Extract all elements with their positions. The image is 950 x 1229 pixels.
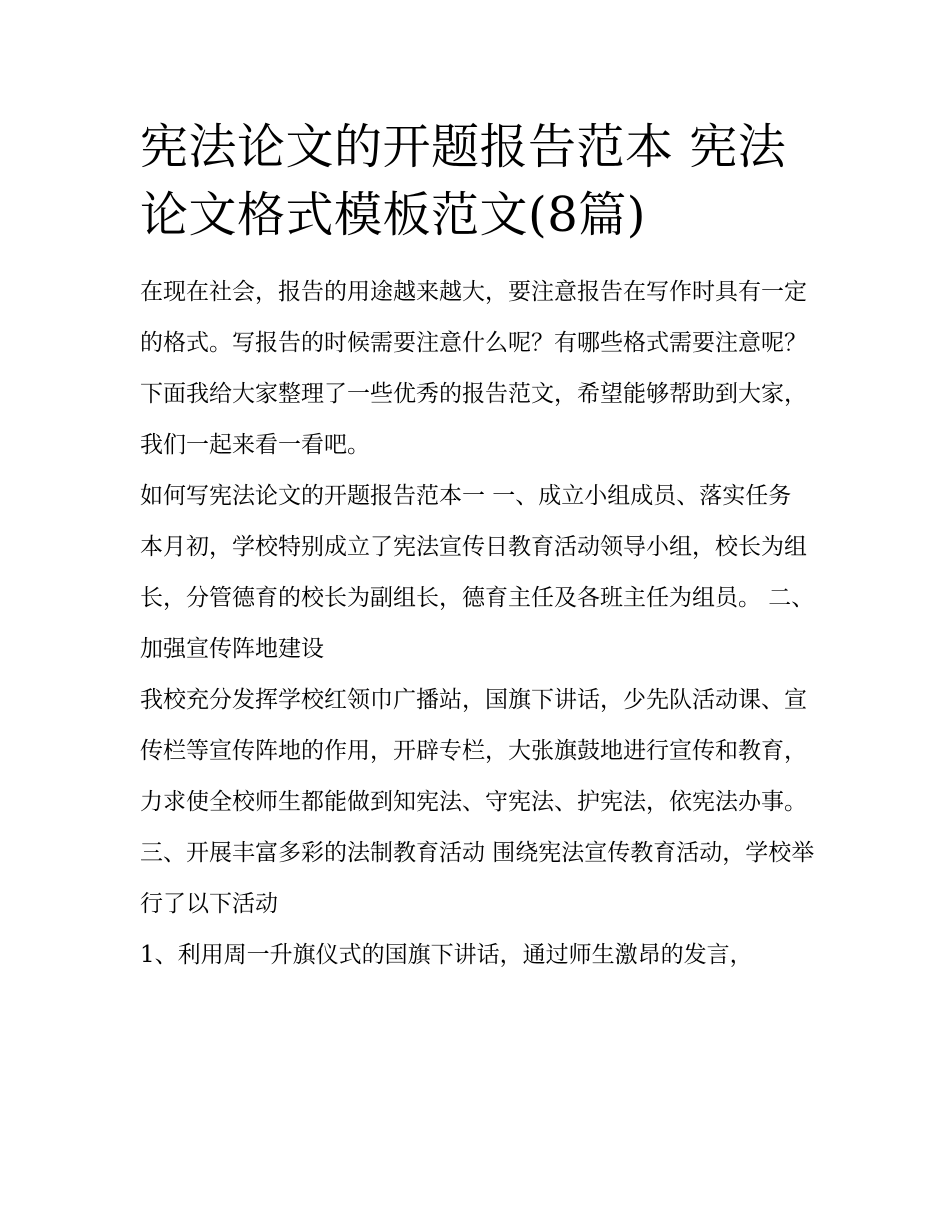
body-paragraph: 我校充分发挥学校红领巾广播站，国旗下讲话，少先队活动课、宣传栏等宣传阵地的作用，开辟专栏，大张旗鼓地进行宣传和教育，力求使全校师生都能做到知宪法、守宪法、护宪法，依宪法办事。 — [140, 687, 807, 815]
section-heading-paragraph: 三、开展丰富多彩的法制教育活动 围绕宪法宣传教育活动，学校举行了以下活动 — [140, 840, 815, 917]
document-body — [140, 267, 815, 981]
list-item-paragraph: 1、利用周一升旗仪式的国旗下讲话，通过师生激昂的发言， — [140, 942, 753, 968]
document-title: 宪法论文的开题报告范本 宪法论文格式模板范文(8篇) — [140, 119, 787, 243]
intro-paragraph: 在现在社会，报告的用途越来越大，要注意报告在写作时具有一定的格式。写报告的时候需要注意什么呢？有哪些格式需要注意呢？下面我给大家整理了一些优秀的报告范文，希望能够帮助到大家，我们一起来看一看吧。 — [140, 279, 807, 458]
document-content — [140, 113, 815, 981]
body-paragraph: 本月初，学校特别成立了宪法宣传日教育活动领导小组，校长为组长，分管德育的校长为副组长，德育主任及各班主任为组员。 二、加强宣传阵地建设 — [140, 534, 815, 662]
section-heading-paragraph: 如何写宪法论文的开题报告范本一 一、成立小组成员、落实任务 — [140, 483, 792, 509]
